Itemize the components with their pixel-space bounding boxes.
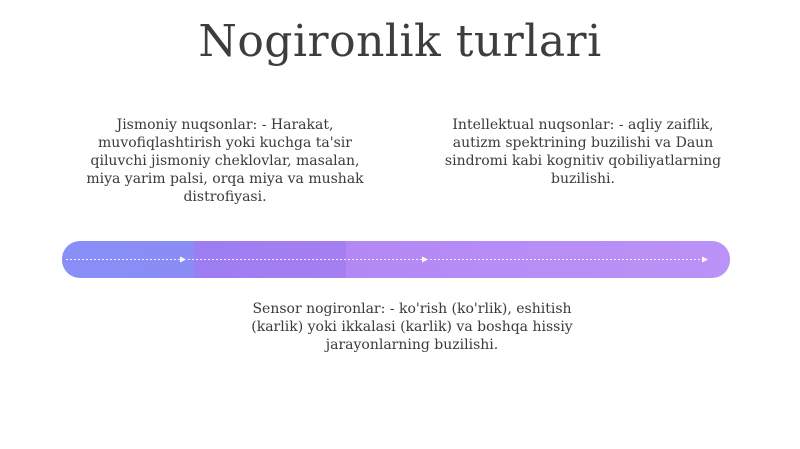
arrow-1-icon bbox=[180, 257, 186, 263]
timeline-bar bbox=[62, 241, 730, 278]
timeline-arrows bbox=[62, 241, 730, 278]
intellectual-disability-note: Intellektual nuqsonlar: - aqliy zaiflik, autizm spektrining buzilishi va Daun sindromi kabi kognitiv qobiliyatlarning buzilishi. bbox=[444, 117, 722, 187]
physical-disability-note: Jismoniy nuqsonlar: - Harakat, muvofiqlashtirish yoki kuchga ta'sir qiluvchi jismoniy cheklovlar, masalan, miya yarim palsi, orqa miya va mushak distrofiyasi. bbox=[86, 117, 364, 205]
arrow-3-icon bbox=[702, 257, 708, 263]
slide-title: Nogironlik turlari bbox=[198, 16, 602, 67]
arrow-2-icon bbox=[422, 257, 428, 263]
sensory-disability-note: Sensor nogironlar: - ko'rish (ko'rlik), eshitish (karlik) yoki ikkalasi (karlik) va boshqa hissiy jarayonlarning buzilishi. bbox=[251, 301, 573, 353]
